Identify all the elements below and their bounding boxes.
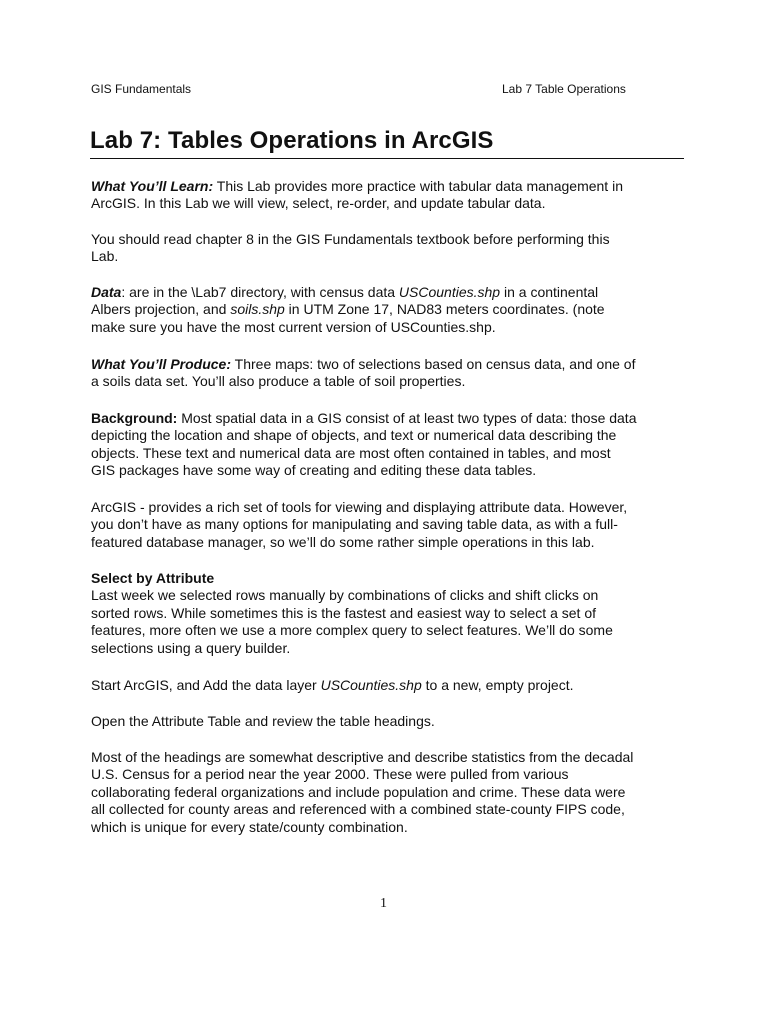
data-text-3: make sure you have the most current version of USCounties.shp. — [91, 318, 496, 335]
learn-label: What You’ll Learn: — [91, 178, 214, 194]
select-by-attribute-section — [91, 570, 691, 657]
headings-text-5: which is unique for every state/county combination. — [91, 818, 408, 835]
background-paragraph — [91, 410, 691, 480]
open-table-paragraph — [91, 713, 691, 730]
headings-text-2: U.S. Census for a period near the year 2000. These were pulled from various — [91, 766, 569, 783]
data-text-2a: Albers projection, and — [91, 301, 231, 318]
produce-label: What You’ll Produce: — [91, 356, 232, 372]
start-paragraph — [91, 677, 691, 694]
reading-text-1: You should read chapter 8 in the GIS Fundamentals textbook before performing this — [91, 231, 610, 247]
soils-filename: soils.shp — [230, 301, 285, 318]
background-text-3: objects. These text and numerical data are most often contained in tables, and most — [91, 444, 611, 461]
data-text-2c: in UTM Zone 17, NAD83 meters coordinates. (note — [284, 301, 605, 318]
background-label: Background: — [91, 410, 178, 426]
open-table-text: Open the Attribute Table and review the table headings. — [91, 713, 435, 729]
learn-text-2: ArcGIS. In this Lab we will view, select, re-order, and update tabular data. — [91, 195, 546, 212]
select-text-1: Last week we selected rows manually by combinations of clicks and shift clicks on — [91, 587, 599, 604]
page-title: Lab 7: Tables Operations in ArcGIS — [90, 127, 494, 154]
select-text-3: features, more often we use a more complex query to select features. We’ll do some — [91, 622, 613, 639]
data-label: Data — [91, 284, 122, 300]
arcgis-text-2: you don’t have as many options for manipulating and saving table data, as with a full- — [91, 516, 618, 533]
reading-paragraph — [91, 231, 691, 266]
reading-text-2: Lab. — [91, 248, 119, 265]
headings-text-4: all collected for county areas and referenced with a combined state-county FIPS code, — [91, 801, 625, 818]
produce-paragraph — [91, 356, 691, 391]
start-text-c: to a new, empty project. — [421, 677, 574, 693]
produce-text-1: Three maps: two of selections based on census data, and one of — [231, 356, 636, 372]
data-text-1c: in a continental — [500, 284, 599, 300]
learn-text-1: This Lab provides more practice with tabular data management in — [213, 178, 623, 194]
headings-paragraph — [91, 749, 691, 836]
title-divider — [90, 158, 684, 159]
data-text-1a: : are in the \Lab7 directory, with census data — [121, 284, 399, 300]
learn-paragraph — [91, 178, 691, 213]
arcgis-text-1: ArcGIS - provides a rich set of tools for viewing and displaying attribute data. However, — [91, 499, 628, 515]
running-header-lab: Lab 7 Table Operations — [502, 82, 626, 96]
select-text-4: selections using a query builder. — [91, 639, 291, 656]
uscounties-filename: USCounties.shp — [398, 284, 501, 300]
headings-text-1: Most of the headings are somewhat descriptive and describe statistics from the decadal — [91, 749, 634, 765]
headings-text-3: collaborating federal organizations and include population and crime. These data were — [91, 783, 626, 800]
select-text-2: sorted rows. While sometimes this is the fastest and easiest way to select a set of — [91, 604, 596, 621]
select-by-attribute-heading: Select by Attribute — [91, 570, 215, 586]
running-header-course: GIS Fundamentals — [91, 82, 192, 96]
background-text-4: GIS packages have some way of creating and editing these data tables. — [91, 462, 537, 479]
start-filename: USCounties.shp — [320, 677, 422, 693]
produce-text-2: a soils data set. You’ll also produce a table of soil properties. — [91, 373, 466, 390]
background-text-1: Most spatial data in a GIS consist of at least two types of data: those data — [177, 410, 637, 426]
start-text-a: Start ArcGIS, and Add the data layer — [91, 677, 321, 693]
arcgis-paragraph — [91, 499, 691, 551]
data-paragraph — [91, 284, 691, 336]
page-number: 1 — [380, 896, 387, 911]
background-text-2: depicting the location and shape of objects, and text or numerical data describing the — [91, 427, 617, 444]
arcgis-text-3: featured database manager, so we’ll do some rather simple operations in this lab. — [91, 533, 595, 550]
